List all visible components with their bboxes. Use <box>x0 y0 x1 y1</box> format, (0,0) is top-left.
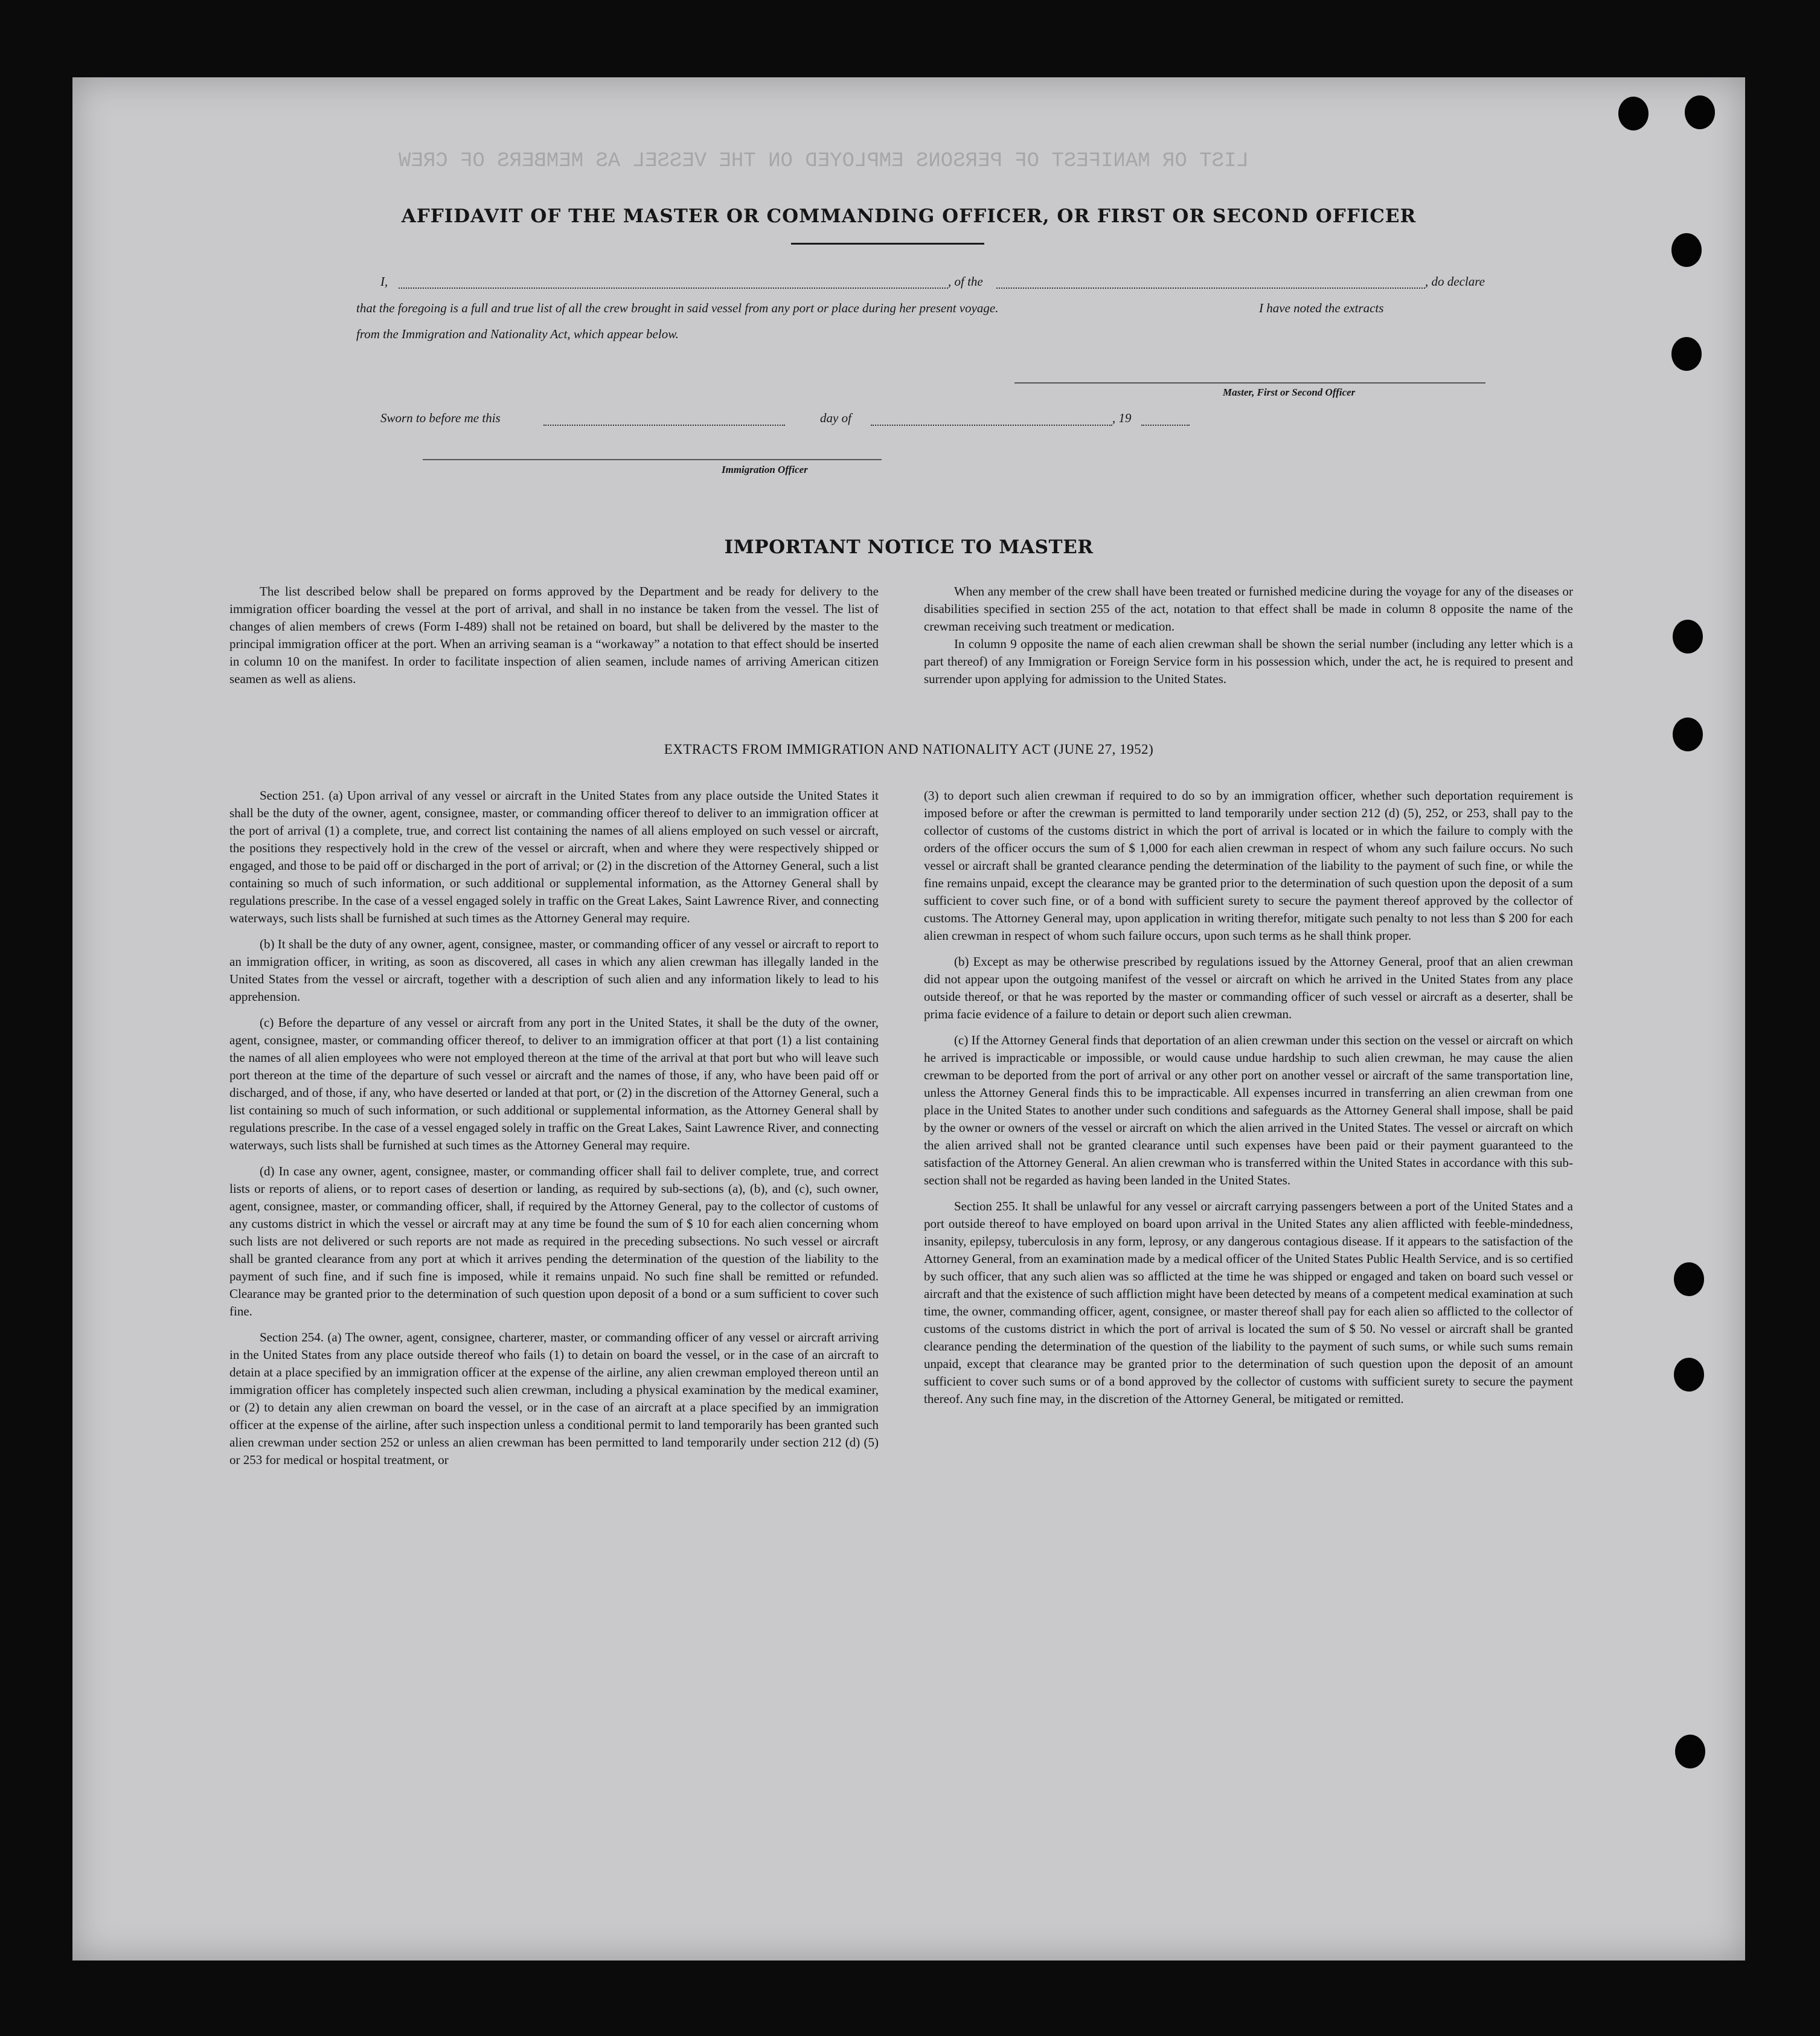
bleed-through-text: LIST OR MANIFEST OF PERSONS EMPLOYED ON THE VESSEL AS MEMBERS OF CREW <box>399 150 1249 173</box>
section-paragraph: (b) Except as may be otherwise prescribed by regulations issued by the Attorney General, proof that an alien crewman did not appear upon the outgoing manifest of the vessel or aircraft on which he arrived in the United States from any place outside thereof, or that he was reported by the master or commanding officer of such vessel or aircraft as a deserter, shall be prima facie evidence of a failure to detain or deport such alien crewman. <box>924 954 1573 1021</box>
binder-hole <box>1675 1735 1705 1768</box>
binder-hole <box>1674 1262 1704 1296</box>
extracts-title: EXTRACTS FROM IMMIGRATION AND NATIONALITY ACT (JUNE 27, 1952) <box>664 742 1154 757</box>
notice-paragraph: The list described below shall be prepared on forms approved by the Department and be ready for delivery to the immigration officer boarding the vessel at the port of arrival, and shall in no instance be taken from the vessel. The list of changes of alien members of crews (Form I-489) shall not be retained on board, but shall be delivered by the master to the principal immigration officer at the port. When an arriving seaman is a “workaway” a notation to that effect should be inserted in column 10 on the manifest. In order to facilitate inspection of alien seamen, include names of arriving American citizen seamen as well as aliens. <box>229 584 879 686</box>
notice-left-column <box>229 583 879 696</box>
extracts-left-column <box>229 787 879 1477</box>
section-paragraph: (3) to deport such alien crewman if required to do so by an immigration officer, whether such deportation requirement is imposed before or after the crewman is permitted to land temporarily under section 212 (d) (5), 252, or 253, shall pay to the collector of customs of the customs district in which the port of arrival is located or in which the failure to comply with the orders of the officer occurs the sum of $ 1,000 for each alien crewman in respect of whom any such failure occurs. No such vessel or aircraft shall be granted clearance pending the determination of the liability to the payment of such fine, or while the fine remains unpaid, except the clearance may be granted prior to the determination of such question upon the deposit of a sum sufficient to cover such fine, or of a bond with sufficient surety to secure the payment thereof approved by the collector of customs. The Attorney General may, upon application in writing therefor, mitigate such penalty to not less than $ 200 for each alien crewman in respect of whom such failure occurs, upon such terms as he shall think proper. <box>924 788 1573 943</box>
binder-hole <box>1618 97 1649 130</box>
affidavit-act-reference: from the Immigration and Nationality Act, which appear below. <box>356 327 679 341</box>
binder-hole <box>1671 233 1702 267</box>
master-signature-line[interactable] <box>1014 382 1485 384</box>
affidavit-statement: that the foregoing is a full and true list of all the crew brought in said vessel from any port or place during her present voyage. <box>356 301 999 315</box>
section-paragraph: Section 251. (a) Upon arrival of any vessel or aircraft in the United States from any place outside the United States it shall be the duty of the owner, agent, consignee, master, or commanding officer thereof to deliver to an immigration officer at the port of arrival (1) a complete, true, and correct list containing the names of all aliens employed on such vessel or aircraft, the positions they respectively hold in the crew of the vessel or aircraft, when and where they were respectively shipped or engaged, and those to be paid off or discharged in the port of arrival; or (2) in the discretion of the Attorney General, such a list containing so much of such information, or such additional or supplemental information, as the Attorney General shall by regulations prescribe. In the case of a vessel engaged solely in traffic on the Great Lakes, Saint Lawrence River, and connecting waterways, such lists shall be furnished at such times as the Attorney General may require. <box>229 788 879 925</box>
affidavit-i-label: I, <box>380 274 388 289</box>
sworn-day-line[interactable] <box>543 425 785 426</box>
notice-title: IMPORTANT NOTICE TO MASTER <box>724 536 1094 558</box>
affidavit-extracts-note: I have noted the extracts <box>1259 301 1384 315</box>
vessel-field-line[interactable] <box>996 287 1425 289</box>
extracts-right-column <box>924 787 1573 1416</box>
binder-hole <box>1671 337 1702 371</box>
affidavit-of-the-label: , of the <box>948 274 983 289</box>
notice-paragraph: In column 9 opposite the name of each alien crewman shall be shown the serial number (including any letter which is a part thereof) of any Immigration or Foreign Service form in his possession which, under the act, he is required to present and surrender upon applying for admission to the United States. <box>924 637 1573 686</box>
sworn-year-line[interactable] <box>1141 425 1190 426</box>
officer-signature-label: Immigration Officer <box>722 464 808 475</box>
notice-paragraph: When any member of the crew shall have been treated or furnished medicine during the voyage for any of the diseases or disabilities specified in section 255 of the act, notation to that effect shall be made in column 8 opposite the name of the crewman receiving such treatment or medication. <box>924 584 1573 634</box>
master-signature-label: Master, First or Second Officer <box>1223 387 1356 398</box>
section-paragraph: Section 254. (a) The owner, agent, consignee, charterer, master, or commanding officer of any vessel or aircraft arriving in the United States from any place outside thereof who fails (1) to detain on board the vessel, or in the case of an aircraft to detain at a place specified by an immigration officer at the expense of the airline, any alien crewman employed thereon until an immigration officer has completely inspected such alien crewman, including a physical examination by the medical examiner, or (2) to detain any alien crewman on board the vessel, or in the case of an aircraft at a place specified by an immigration officer at the expense of the airline, after such inspection unless a conditional permit to land temporarily has been granted such alien crewman under section 252 or unless an alien crewman has been permitted to land temporarily under section 212 (d) (5) or 253 for medical or hospital treatment, or <box>229 1330 879 1467</box>
binder-hole <box>1673 620 1703 654</box>
affidavit-title: AFFIDAVIT OF THE MASTER OR COMMANDING OFFICER, OR FIRST OR SECOND OFFICER <box>401 205 1417 227</box>
sworn-month-line[interactable] <box>871 425 1112 426</box>
section-paragraph: Section 255. It shall be unlawful for any vessel or aircraft carrying passengers between a port of the United States and a port outside thereof to have employed on board upon arrival in the United States any alien afflicted with feeble-mindedness, insanity, epilepsy, tuberculosis in any form, leprosy, or any dangerous contagious disease. If it appears to the satisfaction of the Attorney General, from an examination made by a medical officer of the United States Public Health Service, and is so certified by such officer, that any such alien was so afflicted at the time he was shipped or engaged and taken on board such vessel or aircraft and that the existence of such affliction might have been detected by means of a competent medical examination at such time, the owner, commanding officer, agent, consignee, or master thereof shall pay for each alien so afflicted to the collector of customs of the customs district in which the port of arrival is located the sum of $ 50. No vessel or aircraft shall be granted clearance pending the determination of the question of the liability to the payment of such sums, or while such sums remain unpaid, except that clearance may be granted prior to the determination of such question upon the deposit of an amount sufficient to cover such sums or of a bond approved by the collector of customs with sufficient surety to secure the payment thereof. Any such fine may, in the discretion of the Attorney General, be mitigated or remitted. <box>924 1199 1573 1406</box>
sworn-label: Sworn to before me this <box>380 411 501 425</box>
section-paragraph: (c) Before the departure of any vessel or aircraft from any port in the United States, it shall be the duty of the owner, agent, consignee, master, or commanding officer thereof, to deliver to an immigration officer at that port (1) a list containing the names of all alien employees who were not employed thereon at the time of the arrival at that port but who will leave such port thereon at the time of the departure of such vessel or aircraft and the names of those, if any, who have been paid off or discharged, and of those, if any, who have deserted or landed at that port, or (2) in the discretion of the Attorney General, such a list containing so much of such information, or such additional or supplemental information, as the Attorney General shall by regulations prescribe. In the case of a vessel engaged solely in traffic on the Great Lakes, Saint Lawrence River, and connecting waterways, such lists shall be furnished at such times as the Attorney General may require. <box>229 1015 879 1152</box>
officer-signature-line[interactable] <box>423 459 882 460</box>
day-of-label: day of <box>820 411 851 425</box>
section-paragraph: (c) If the Attorney General finds that deportation of an alien crewman under this section on the vessel or aircraft on which he arrived is impracticable or impossible, or would cause undue hardship to such alien crewman, he may cause the alien crewman to be deported from the port of arrival or any other port on another vessel or aircraft of the same transportation line, unless the Attorney General finds this to be impracticable. All expenses incurred in transferring an alien crewman from one place in the United States to another under such conditions and safeguards as the Attorney General shall impose, shall be paid by the owner or owners of the vessel or aircraft on which the alien arrived in the United States. The vessel or aircraft on which the alien arrived shall not be granted clearance until such expenses have been paid or their payment guaranteed to the satisfaction of the Attorney General. An alien crewman who is transferred within the United States in accordance with this sub-section shall not be regarded as having been landed in the United States. <box>924 1033 1573 1187</box>
year-label: , 19 <box>1112 411 1132 425</box>
binder-hole <box>1674 1358 1704 1392</box>
notice-right-column <box>924 583 1573 696</box>
document-sheet <box>72 77 1745 1961</box>
name-field-line[interactable] <box>399 287 948 289</box>
section-paragraph: (d) In case any owner, agent, consignee, master, or commanding officer shall fail to deliver complete, true, and correct lists or reports of aliens, or to report cases of desertion or landing, as required by sub-sections (a), (b), and (c), such owner, agent, consignee, master, or commanding officer, shall, if required by the Attorney General, pay to the collector of customs of any customs district in which the vessel or aircraft may at any time be found the sum of $ 10 for each alien concerning whom such lists are not delivered or such reports are not made as required in the preceding subsections. No such vessel or aircraft shall be granted clearance from any port at which it arrives pending the determination of the question of the liability to the payment of such fine, and if such fine is imposed, while it remains unpaid. No such fine shall be remitted or refunded. Clearance may be granted prior to the determination of such question upon deposit of a bond or a sum sufficient to cover such fine. <box>229 1164 879 1318</box>
section-paragraph: (b) It shall be the duty of any owner, agent, consignee, master, or commanding officer of any vessel or aircraft to report to an immigration officer, in writing, as soon as discovered, all cases in which any alien crewman has illegally landed in the United States from the vessel or aircraft, together with a description of such alien and any information likely to lead to his apprehension. <box>229 937 879 1004</box>
affidavit-declare-label: , do declare <box>1425 274 1485 289</box>
title-rule <box>791 243 984 245</box>
binder-hole <box>1685 95 1715 129</box>
